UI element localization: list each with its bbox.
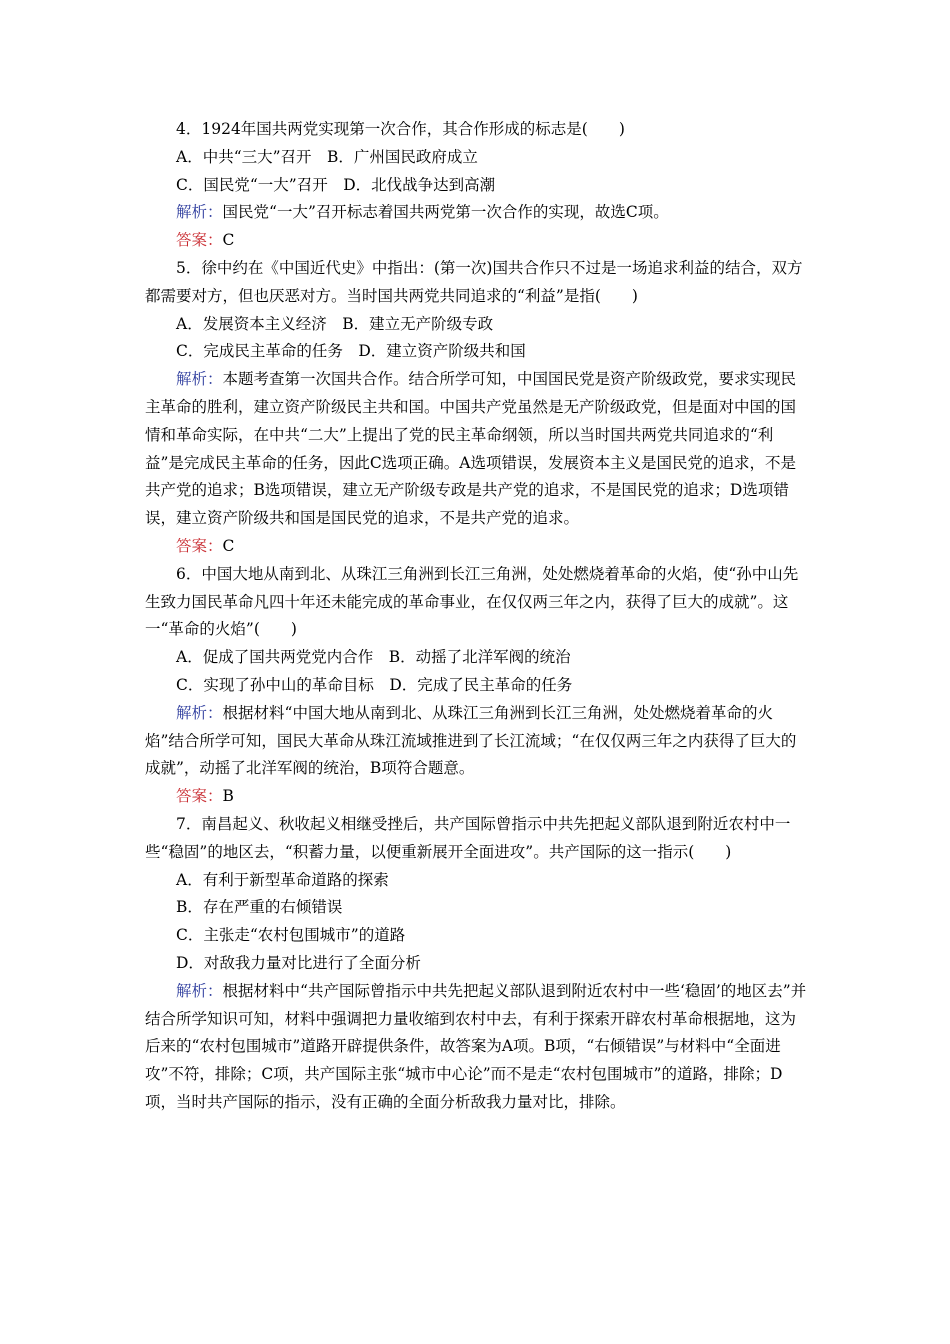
- answer-value: C: [222, 231, 235, 250]
- question-7-option-a: A．有利于新型革命道路的探索: [176, 870, 389, 889]
- question-6-stem: 6．中国大地从南到北、从珠江三角洲到长江三角洲，处处燃烧着革命的火焰，使“孙中山先生致力国民革命凡四十年还未能完成的革命事业，在仅仅两三年之内，获得了巨大的成就”。这一“革命的火焰”( ): [145, 564, 799, 639]
- answer-value: B: [222, 787, 234, 806]
- question-7-option-d: D．对敌我力量对比进行了全面分析: [176, 953, 421, 972]
- analysis-label: 解析：: [176, 703, 223, 722]
- analysis-label: 解析：: [176, 370, 223, 389]
- question-6-analysis: [145, 700, 810, 783]
- analysis-text: 国民党“一大”召开标志着国共两党第一次合作的实现，故选C项。: [222, 203, 669, 222]
- analysis-text: 根据材料“中国大地从南到北、从珠江三角洲到长江三角洲，处处燃烧着革命的火焰”结合所学可知，国民大革命从珠江流域推进到了长江流域；“在仅仅两三年之内获得了巨大的成就”，动摇了北洋军阀的统治，B项符合题意。: [145, 703, 797, 778]
- question-5-answer: [145, 533, 810, 561]
- question-7-option-c: C．主张走“农村包围城市”的道路: [176, 926, 406, 945]
- question-6-options-cd: C．实现了孙中山的革命目标 D．完成了民主革命的任务: [176, 675, 573, 694]
- question-4-stem: 4．1924年国共两党实现第一次合作，其合作形成的标志是( ): [176, 120, 625, 138]
- question-6-options-ab: A．促成了国共两党党内合作 B．动摇了北洋军阀的统治: [176, 648, 571, 667]
- analysis-text: 本题考查第一次国共合作。结合所学可知，中国国民党是资产阶级政党，要求实现民主革命的胜利，建立资产阶级民主共和国。中国共产党虽然是无产阶级政党，但是面对中国的国情和革命实际，在中共“二大”上提出了党的民主革命纲领，所以当时国共两党共同追求的“利益”是完成民主革命的任务，因此C选项正确。A选项错误，发展资本主义是国民党的追求，不是共产党的追求；B选项错误，建立无产阶级专政是共产党的追求，不是国民党的追求；D选项错误，建立资产阶级共和国是国民党的追求，不是共产党的追求。: [145, 370, 797, 528]
- question-7-analysis: [145, 978, 810, 1117]
- question-5-options-cd: C．完成民主革命的任务 D．建立资产阶级共和国: [176, 342, 526, 361]
- answer-label: 答案：: [176, 787, 223, 806]
- analysis-text: 根据材料中“共产国际曾指示中共先把起义部队退到附近农村中一些‘稳固’的地区去”并结合所学知识可知，材料中强调把力量收缩到农村中去，有利于探索开辟农村革命根据地，这为后来的“农村包围城市”道路开辟提供条件，故答案为A项。B项，“右倾错误”与材料中“全面进攻”不符，排除；C项，共产国际主张“城市中心论”而不是走“农村包围城市”的道路，排除；D项，当时共产国际的指示，没有正确的全面分析敌我力量对比，排除。: [145, 981, 807, 1111]
- question-5-options-ab: A．发展资本主义经济 B．建立无产阶级专政: [176, 314, 494, 333]
- question-5-analysis: [145, 366, 810, 533]
- question-4-options-ab: A．中共“三大”召开 B．广州国民政府成立: [176, 147, 478, 166]
- answer-label: 答案：: [176, 231, 223, 250]
- question-7-stem: 7．南昌起义、秋收起义相继受挫后，共产国际曾指示中共先把起义部队退到附近农村中一些“稳固”的地区去，“积蓄力量，以便重新展开全面进攻”。共产国际的这一指示( ): [145, 814, 791, 861]
- question-4-analysis: [145, 199, 810, 227]
- analysis-label: 解析：: [176, 981, 223, 1000]
- question-4-answer: [145, 227, 810, 255]
- question-4-options-cd: C．国民党“一大”召开 D．北伐战争达到高潮: [176, 175, 496, 194]
- answer-label: 答案：: [176, 536, 223, 555]
- analysis-label: 解析：: [176, 203, 223, 222]
- question-7-option-b: B．存在严重的右倾错误: [176, 898, 343, 917]
- exercise-content: [145, 116, 810, 1117]
- question-6-answer: [145, 783, 810, 811]
- question-5-stem: 5．徐中约在《中国近代史》中指出：(第一次)国共合作只不过是一场追求利益的结合，双方都需要对方，但也厌恶对方。当时国共两党共同追求的“利益”是指( ): [145, 258, 803, 305]
- answer-value: C: [222, 536, 235, 555]
